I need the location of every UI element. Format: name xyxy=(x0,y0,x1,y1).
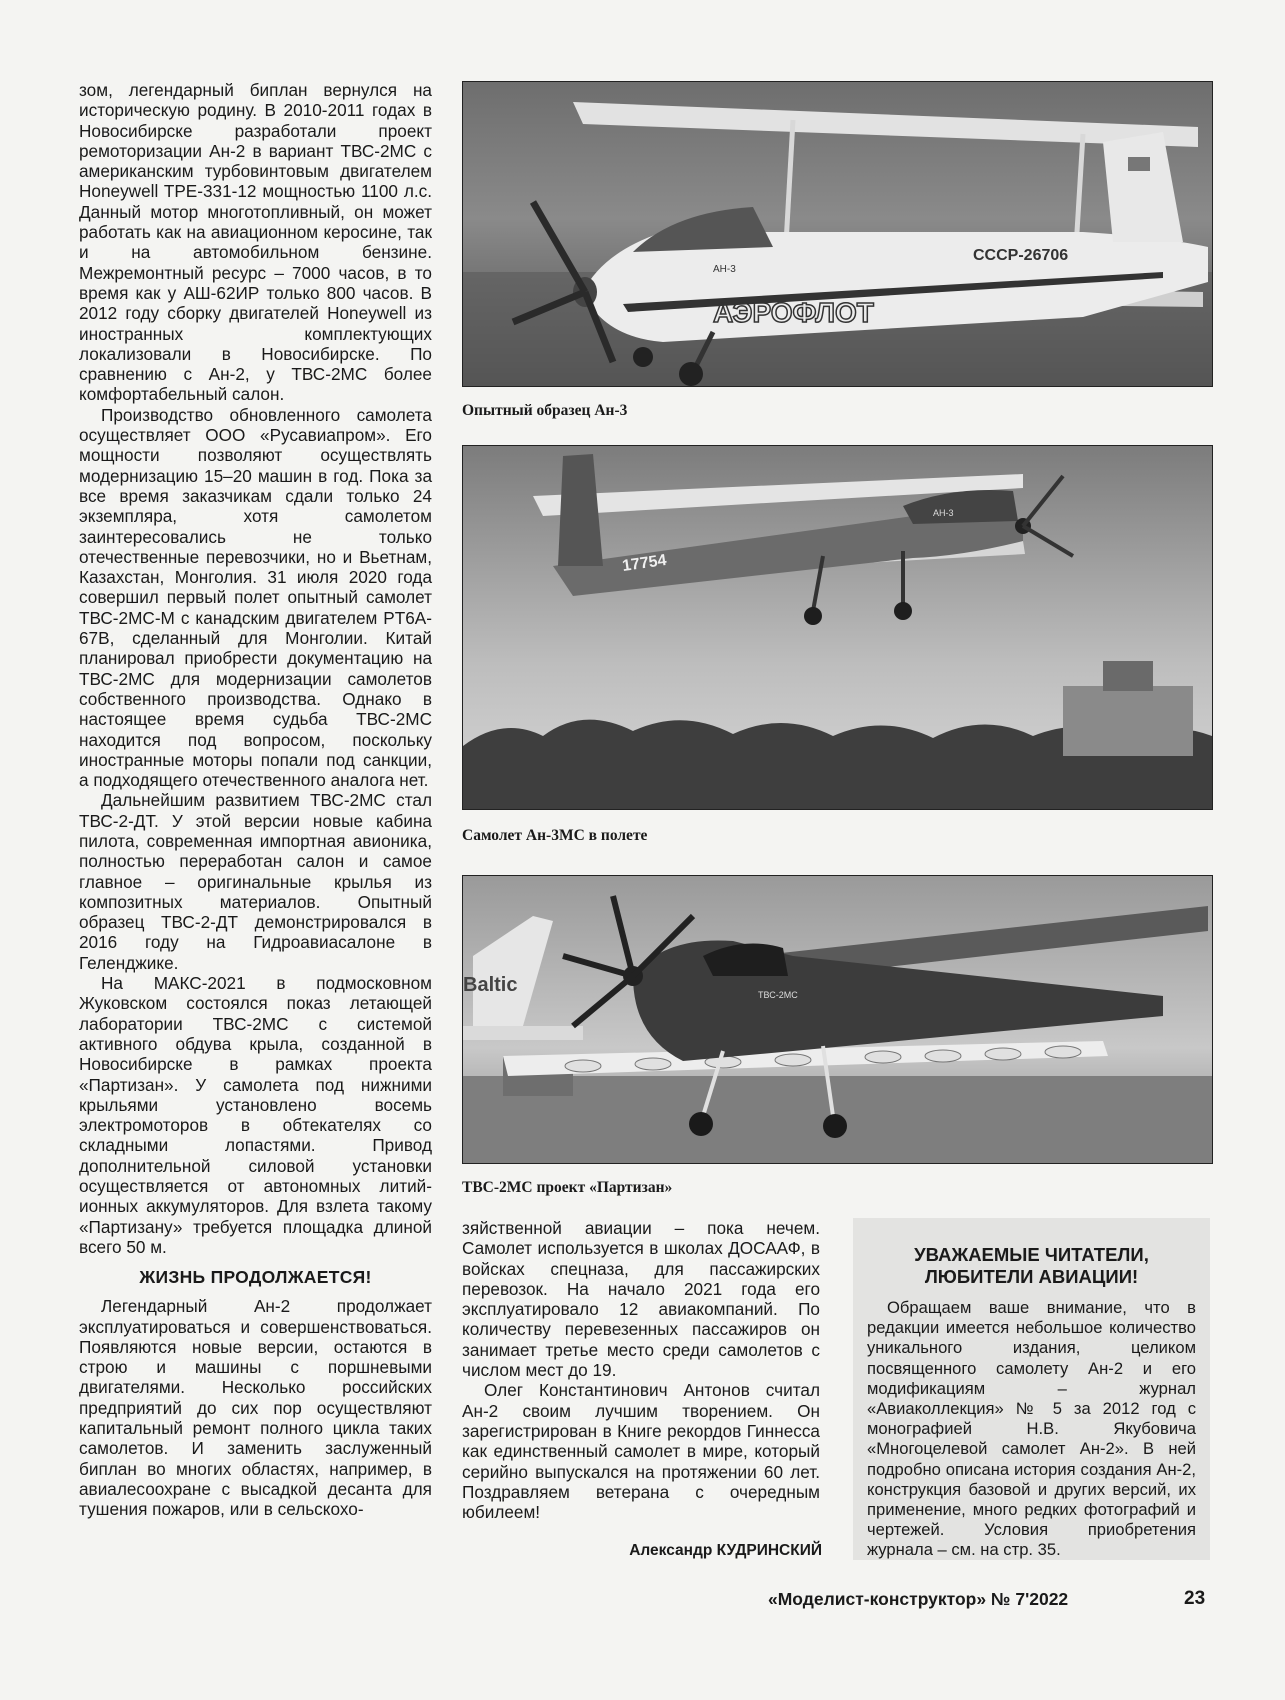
body-paragraph: Легендарный Ан-2 продолжает эксплуатироваться и совершенствоваться. Появляются новые версии, остаются в строю и машины с поршневыми двигателями. Несколько российских предприятий до сих пор осуществляют капитальный ремонт полного цикла таких самолетов. И заменить заслуженный биплан во многих областях, например, в авиалесоохране с высадкой десанта для тушения пожаров, или в сельскохо- xyxy=(79,1296,432,1520)
type-label-text: ТВС-2МС xyxy=(758,990,798,1000)
body-paragraph: Олег Константинович Антонов считал Ан-2 своим лучшим творением. Он зарегистрирован в Книге рекордов Гиннесса как единственный самолет в мире, который серийно выпускался на протяжении 60 лет. Поздравляем ветерана с очередным юбилеем! xyxy=(462,1380,820,1523)
author-name: Александр КУДРИНСКИЙ xyxy=(629,1542,822,1559)
body-paragraph: Производство обновленного самолета осуществляет ООО «Русавиапром». Его мощности позволяют осуществлять модернизацию 15–20 машин в год. Пока за все время заказчикам сдали только 24 экземпляра, хотя самолетом заинтересовались не только отечественные перевозчики, но и Вьетнам, Казахстан, Монголия. 31 июля 2020 года совершил первый полет опытный самолет ТВС-2МС-М с канадским двигателем PT6A-67B, сделанный для Монголии. Китай планировал приобрести документацию на ТВС-2МС для модернизации самолетов собственного производства. Однако в настоящее время судьба ТВС-2МС находится под вопросом, поскольку иностранные моторы попали под санкции, а подходящего отечественного аналога нет. xyxy=(79,404,432,791)
readers-notice-box xyxy=(853,1218,1210,1560)
photo-caption: Самолет Ан-3МС в полете xyxy=(462,827,648,844)
body-paragraph: зяйственной авиации – пока нечем. Самолет используется в школах ДОСААФ, в войсках спецназа, для пассажирских перевозок. На начало 2021 года его эксплуатировало 12 авиакомпаний. По количеству перевезенных пассажиров он занимает третье место среди самолетов с числом мест до 19. xyxy=(462,1218,820,1381)
photo-caption: Опытный образец Ан-3 xyxy=(462,402,628,419)
type-label-text: АН-3 xyxy=(713,264,736,275)
notice-title xyxy=(853,1244,1210,1288)
livery-text: АЭРОФЛОТ xyxy=(713,297,874,328)
notice-text: Обращаем ваше внимание, что в редакции имеется небольшое количество уникального издания, целиком посвященного самолету Ан-2 и его модификациям – журнал «Авиаколлекция» № 5 за 2012 год с монографией Н.В. Якубовича «Многоцелевой самолет Ан-2». В ней подробно описана история создания Ан-2, конструкция базовой и других версий, их применение, много редких фотографий и чертежей. Условия приобретения журнала – см. на стр. 35. xyxy=(867,1298,1196,1560)
section-heading: ЖИЗНЬ ПРОДОЛЖАЕТСЯ! xyxy=(139,1267,372,1288)
page-number: 23 xyxy=(1184,1588,1206,1609)
tail-number-text: 17754 xyxy=(621,551,668,575)
background-text: Baltic xyxy=(463,974,518,996)
notice-title-line: ЛЮБИТЕЛИ АВИАЦИИ! xyxy=(924,1266,1139,1287)
left-column xyxy=(79,80,432,1519)
registration-text: СССР-26706 xyxy=(973,247,1069,264)
body-paragraph: Дальнейшим развитием ТВС-2МС стал ТВС-2-ДТ. У этой версии новые кабина пилота, современная импортная авионика, полностью переработан салон и самое главное – оригинальные крылья из композитных материалов. Опытный образец ТВС-2-ДТ демонстрировался в 2016 году на Гидроавиасалоне в Геленджике. xyxy=(79,790,432,973)
magazine-footer: «Моделист-конструктор» № 7'2022 xyxy=(768,1589,1069,1609)
photo-caption: ТВС-2МС проект «Партизан» xyxy=(462,1179,673,1196)
photo-an3-prototype xyxy=(462,81,1213,387)
body-paragraph: На МАКС-2021 в подмосковном Жуковском состоялся показ летающей лаборатории ТВС-2МС с системой активного обдува крыла, созданной в Новосибирске в рамках проекта «Партизан». У самолета под нижними крыльями установлено восемь электромоторов в обтекателях со складными лопастями. Привод дополнительной силовой установки осуществляется от автономных литий-ионных аккумуляторов. Для взлета такому «Партизану» требуется площадка длиной всего 50 м. xyxy=(79,973,432,1257)
type-label-text: АН-3 xyxy=(933,508,954,518)
body-paragraph: зом, легендарный биплан вернулся на историческую родину. В 2010-2011 годах в Новосибирске разработали проект ремоторизации Ан-2 в вариант ТВС-2МС с американским турбовинтовым двигателем Honeywell TPE-331-12 мощностью 1100 л.с. Данный мотор многотопливный, он может работать как на авиационном керосине, так и на автомобильном бензине. Межремонтный ресурс – 7000 часов, в то время как у АШ-62ИР только 800 часов. В 2012 году сборку двигателей Honeywell из иностранных комплектующих локализовали в Новосибирске. По сравнению с Ан-2, у ТВС-2МС более комфортабельный салон. xyxy=(79,80,432,405)
photo-an3ms-flight xyxy=(462,445,1213,810)
notice-title-line: УВАЖАЕМЫЕ ЧИТАТЕЛИ, xyxy=(914,1244,1149,1265)
photo-tvs2ms-partizan xyxy=(462,875,1213,1164)
middle-column xyxy=(462,1218,820,1522)
